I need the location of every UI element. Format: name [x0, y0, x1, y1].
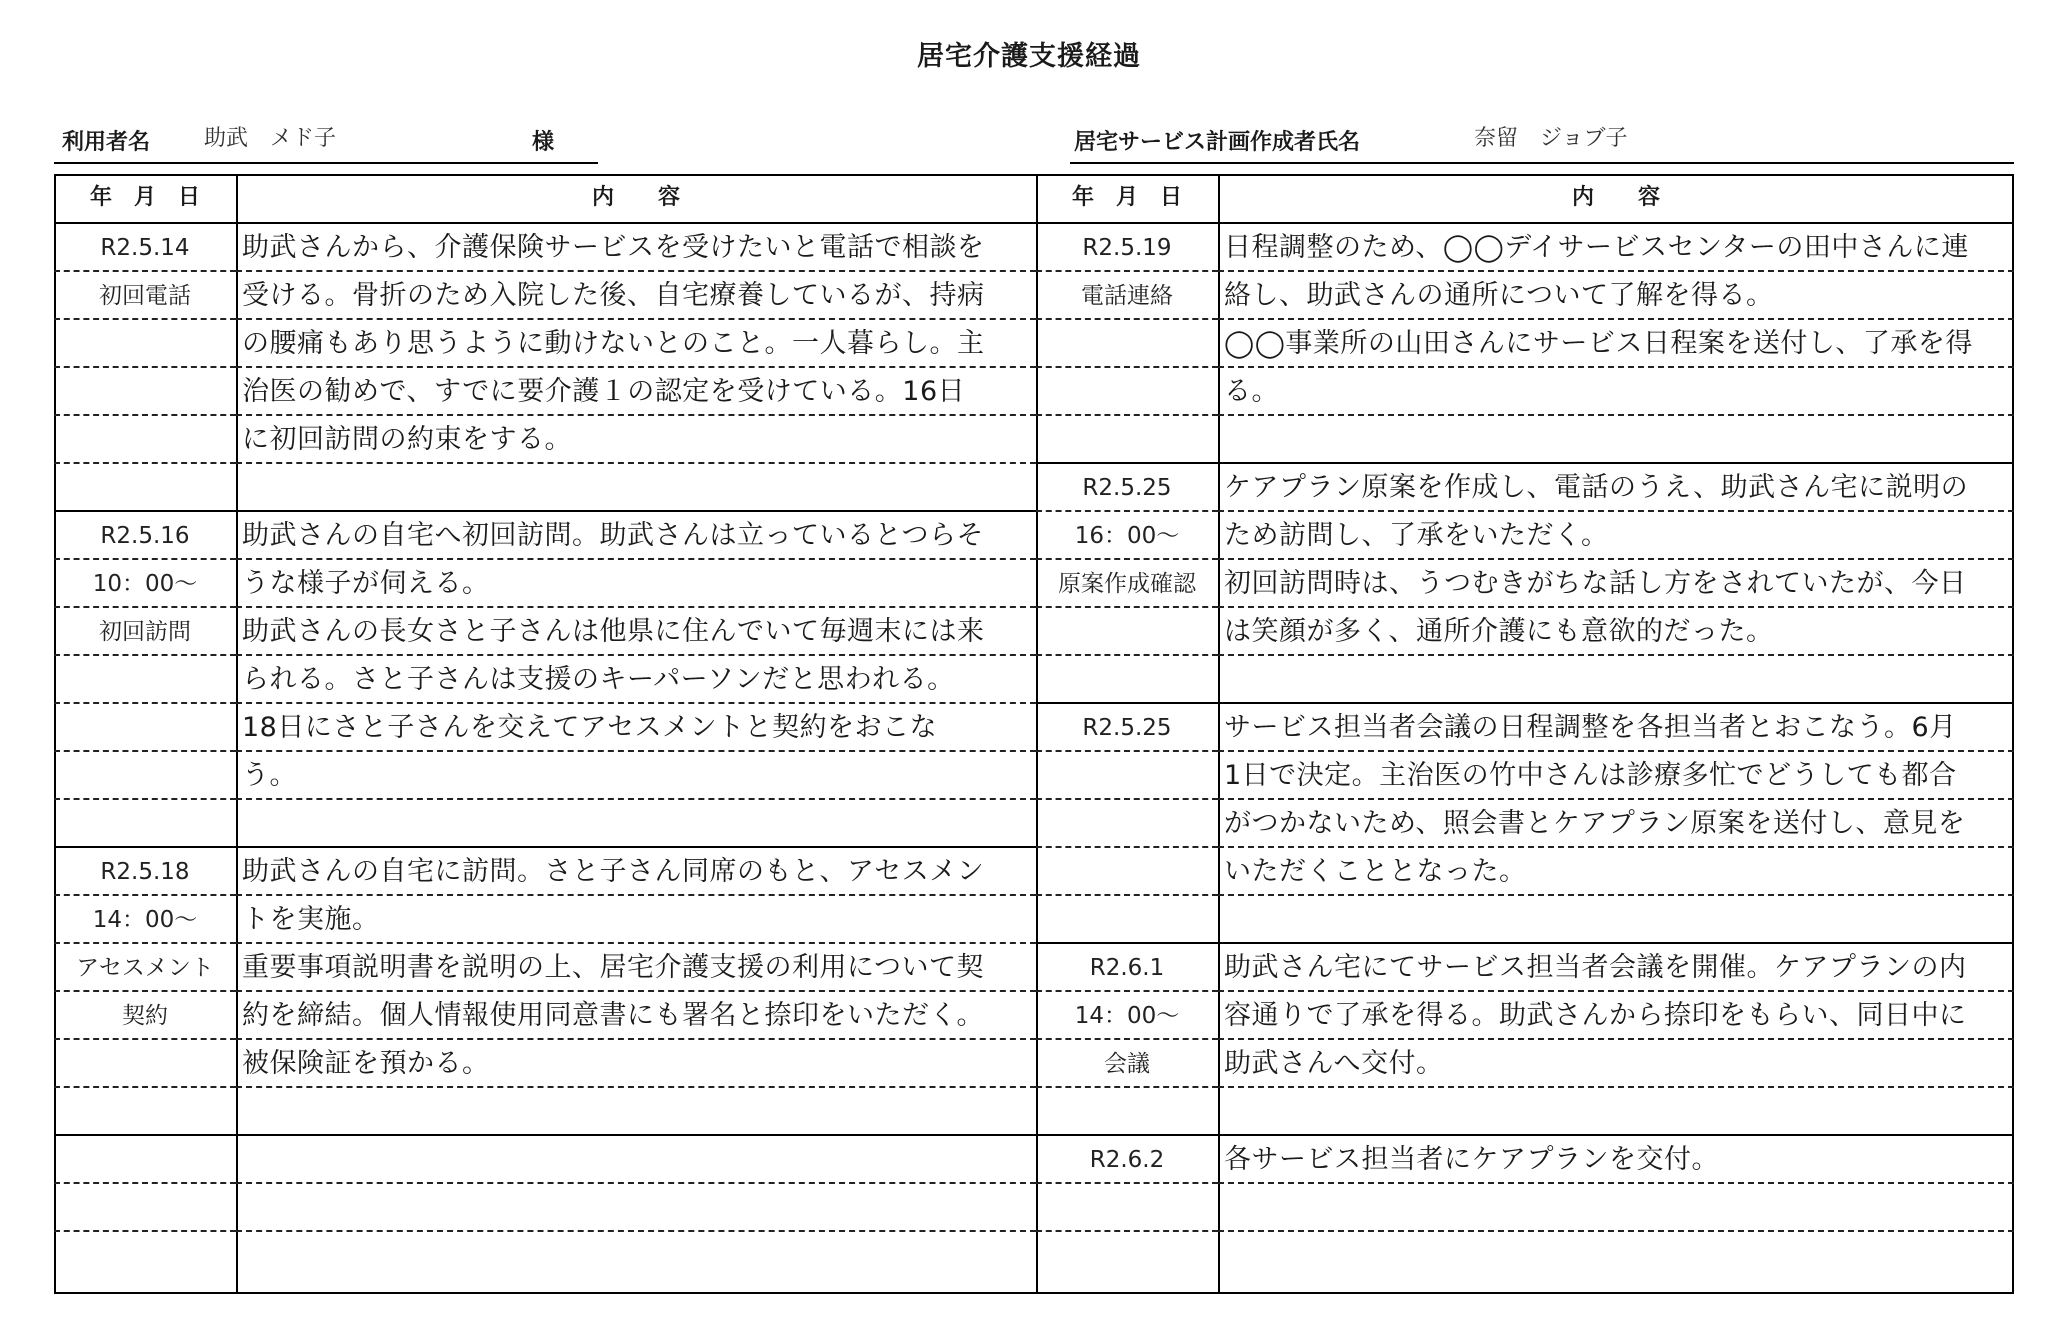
right-entry-date-label: R2.6.1 [1089, 955, 1165, 981]
right-date-dash-rule [1036, 654, 1218, 656]
content-line: 受ける。骨折のため入院した後、自宅療養しているが、持病 [242, 280, 985, 311]
right-date-dash-rule [1036, 894, 1218, 896]
left-entry-date-label: 14：00～ [92, 907, 198, 933]
planner-name-field [1070, 118, 2014, 164]
content-line: トを実施。 [242, 904, 380, 935]
planner-name: 奈留 ジョブ子 [1474, 126, 1628, 151]
content-line: がつかないため、照会書とケアプラン原案を送付し、意見を [1224, 808, 1966, 839]
right-content-dash-rule [1218, 1230, 2014, 1232]
left-date-dash-rule [54, 1086, 236, 1088]
right-entry-date-label: 原案作成確認 [1058, 571, 1196, 597]
content-line: の腰痛もあり思うように動けないとのこと。一人暮らし。主 [242, 328, 985, 359]
left-entry-date-label: R2.5.16 [100, 523, 190, 549]
content-line: うな様子が伺える。 [242, 568, 490, 599]
content-line: は笑顔が多く、通所介護にも意欲的だった。 [1224, 616, 1774, 647]
left-content-dash-rule [236, 1182, 1036, 1184]
content-line: 助武さん宅にてサービス担当者会議を開催。ケアプランの内 [1224, 952, 1967, 983]
right-entry-content [1224, 704, 1965, 896]
right-entry-date-label: R2.5.25 [1082, 475, 1172, 501]
right-entry-date-label: R2.5.19 [1082, 235, 1172, 261]
right-date-dash-rule [1036, 414, 1218, 416]
left-entry-rule [54, 1134, 1036, 1136]
content-line: いただくこととなった。 [1224, 856, 1527, 887]
left-entry-date-label: R2.5.18 [100, 859, 190, 885]
table-vertical-rule [2012, 174, 2014, 1294]
right-date-dash-rule [1036, 366, 1218, 368]
content-line: 初回訪問時は、うつむきがちな話し方をされていたが、今日 [1224, 568, 1967, 599]
content-line: 助武さんの自宅に訪問。さと子さん同席のもと、アセスメン [242, 856, 985, 887]
left-entry-date-label: 10：00～ [92, 571, 198, 597]
right-date-dash-rule [1036, 846, 1218, 848]
content-line: ◯◯事業所の山田さんにサービス日程案を送付し、了承を得 [1224, 328, 1973, 359]
content-line: 助武さんへ交付。 [1224, 1048, 1444, 1079]
content-line: 18日にさと子さんを交えてアセスメントと契約をおこな [242, 712, 938, 743]
support-record-table [54, 174, 2014, 1294]
right-date-dash-rule [1036, 1230, 1218, 1232]
left-date-dash-rule [54, 702, 236, 704]
left-entry-date-label: 初回訪問 [99, 619, 191, 645]
left-date-dash-rule [54, 798, 236, 800]
right-entry-content [1224, 1136, 1719, 1184]
date-column-header-right: 年 月 日 [1071, 185, 1182, 210]
right-entry-date-label: R2.6.2 [1089, 1147, 1165, 1173]
right-entry-date-label: 会議 [1104, 1051, 1150, 1077]
left-entry-date-label: アセスメント [76, 955, 214, 981]
left-date-dash-rule [54, 1230, 236, 1232]
right-entry-content [1224, 464, 1968, 656]
planner-label: 居宅サービス計画作成者氏名 [1074, 130, 1361, 155]
content-line: 容通りで了承を得る。助武さんから捺印をもらい、同日中に [1224, 1000, 1967, 1031]
date-column-header-left: 年 月 日 [89, 185, 200, 210]
content-line: 各サービス担当者にケアプランを交付。 [1224, 1144, 1719, 1175]
left-date-dash-rule [54, 1182, 236, 1184]
content-line: 1日で決定。主治医の竹中さんは診療多忙でどうしても都合 [1224, 760, 1957, 791]
right-entry-date-label: 電話連絡 [1081, 283, 1173, 309]
table-vertical-rule [236, 174, 238, 1294]
document-title: 居宅介護支援経過 [917, 41, 1141, 72]
content-line: 約を締結。個人情報使用同意書にも署名と捺印をいただく。 [242, 1000, 984, 1031]
content-line: 被保険証を預かる。 [242, 1048, 490, 1079]
content-line: 重要事項説明書を説明の上、居宅介護支援の利用について契 [242, 952, 984, 983]
content-line: 助武さんから、介護保険サービスを受けたいと電話で相談を [242, 232, 985, 263]
left-entry-content [242, 512, 985, 800]
content-line: う。 [242, 760, 297, 791]
honorific: 様 [532, 130, 555, 155]
left-entry-date-label: R2.5.14 [100, 235, 190, 261]
left-date-dash-rule [54, 414, 236, 416]
table-top-rule [54, 174, 2014, 176]
content-line: に初回訪問の約束をする。 [242, 424, 572, 455]
content-line: サービス担当者会議の日程調整を各担当者とおこなう。6月 [1224, 712, 1957, 743]
right-entry-date-label: R2.5.25 [1082, 715, 1172, 741]
left-date-dash-rule [54, 462, 236, 464]
left-content-dash-rule [236, 1230, 1036, 1232]
table-vertical-rule [54, 174, 56, 1294]
table-vertical-rule [1218, 174, 1220, 1294]
right-entry-content [1224, 944, 1967, 1088]
content-column-header-left: 内 容 [591, 185, 680, 210]
content-line: る。 [1224, 376, 1279, 407]
left-entry-date-label: 初回電話 [99, 283, 191, 309]
left-entry-content [242, 224, 985, 464]
content-line: 助武さんの自宅へ初回訪問。助武さんは立っているとつらそ [242, 520, 984, 551]
content-line: ため訪問し、了承をいただく。 [1224, 520, 1609, 551]
right-entry-content [1224, 224, 1973, 416]
user-label: 利用者名 [62, 130, 151, 155]
content-line: 絡し、助武さんの通所について了解を得る。 [1224, 280, 1774, 311]
left-date-dash-rule [54, 750, 236, 752]
user-name-field [54, 118, 598, 164]
content-line: 日程調整のため、◯◯デイサービスセンターの田中さんに連 [1224, 232, 1969, 263]
content-line: られる。さと子さんは支援のキーパーソンだと思われる。 [242, 664, 955, 695]
table-bottom-rule [54, 1292, 2014, 1294]
left-date-dash-rule [54, 366, 236, 368]
right-entry-date-label: 14：00～ [1074, 1003, 1180, 1029]
content-column-header-right: 内 容 [1571, 185, 1660, 210]
right-date-dash-rule [1036, 798, 1218, 800]
content-line: 治医の勧めで、すでに要介護１の認定を受けている。16日 [242, 376, 966, 407]
left-entry-content [242, 848, 984, 1088]
left-entry-date-label: 契約 [122, 1003, 168, 1029]
content-line: ケアプラン原案を作成し、電話のうえ、助武さん宅に説明の [1224, 472, 1969, 503]
content-line: 助武さんの長女さと子さんは他県に住んでいて毎週末には来 [242, 616, 985, 647]
right-entry-date-label: 16：00～ [1074, 523, 1180, 549]
user-name: 助武 メド子 [204, 126, 337, 151]
